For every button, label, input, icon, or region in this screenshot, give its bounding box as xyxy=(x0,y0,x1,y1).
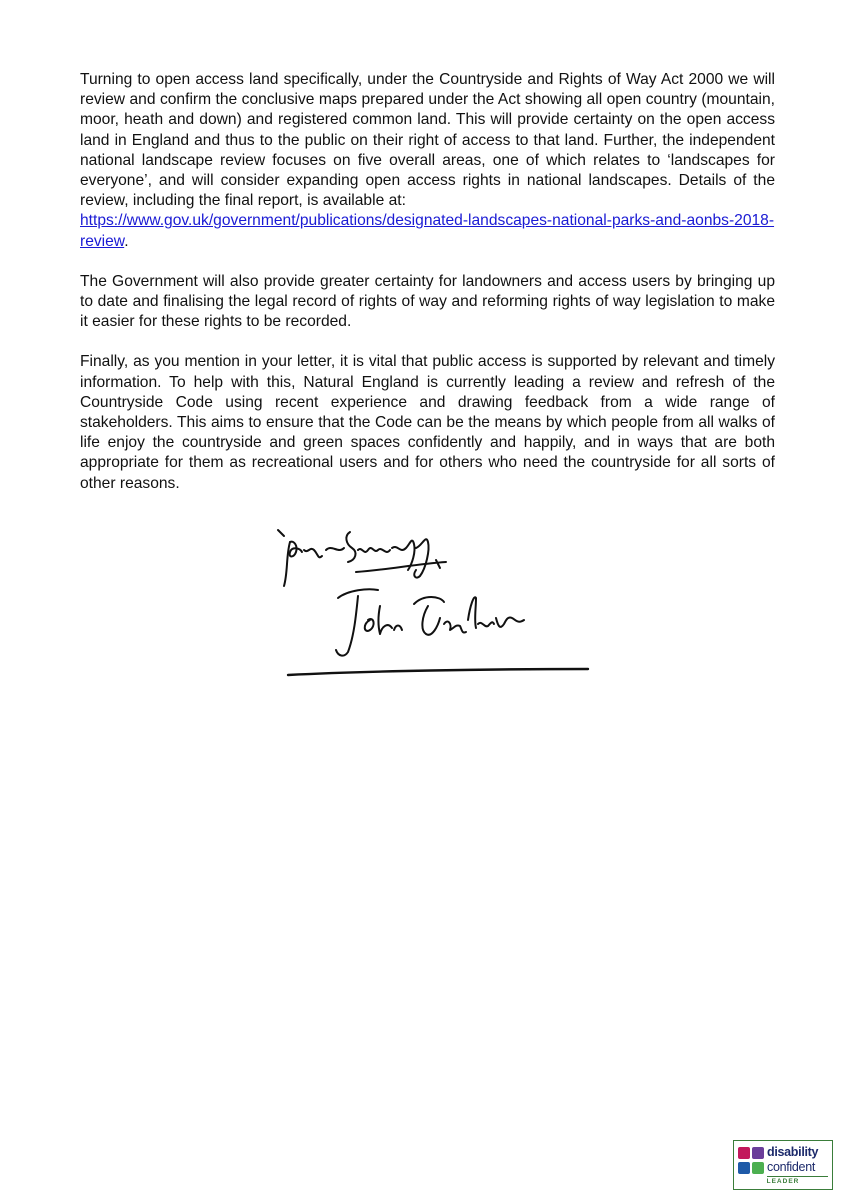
handwritten-signature xyxy=(268,520,598,690)
letter-body xyxy=(80,70,775,514)
chat-icon xyxy=(752,1147,764,1159)
lock-icon xyxy=(738,1162,750,1174)
badge-title: disability xyxy=(767,1145,819,1159)
wheelchair-icon xyxy=(752,1162,764,1174)
paragraph-countryside-code: Finally, as you mention in your letter, it is vital that public access is supported by relevant and timely information. To help with this, Natural England is currently leading a review and refresh of the Countryside Code using recent experience and drawing feedback from a wide range of stakeholders. This aims to ensure that the Code can be the means by which people from all walks of life enjoy the countryside and green spaces confidently and happily, and in ways that are both appropriate for them as recreational users and for others who need the countryside for all sorts of other reasons. xyxy=(80,353,775,492)
badge-subtitle: confident xyxy=(767,1160,816,1174)
badge-icon-grid xyxy=(738,1147,766,1181)
badge-level: LEADER xyxy=(766,1178,800,1185)
paragraph-open-access-text: Turning to open access land specifically, under the Countryside and Rights of Way Act 2000 we will review and confirm the conclusive maps prepared under the Act showing all open country (mountain, moor, heath and down) and registered common land. This will provide certainty on the open access land in England and thus to the public on their right of access to that land. Further, the independent national landscape review focuses on five overall areas, one of which relates to ‘landscapes for everyone’, and will consider expanding open access rights in national landscapes. Details of the review, including the final report, is available at: xyxy=(80,71,775,210)
paragraph-rights-of-way: The Government will also provide greater certainty for landowners and access users by bringing up to date and finalising the legal record of rights of way and reforming rights of way legislation to make it easier for these rights to be recorded. xyxy=(80,272,775,331)
link-suffix: . xyxy=(124,232,129,250)
badge-divider xyxy=(767,1176,828,1177)
disability-confident-badge xyxy=(733,1140,833,1190)
person-icon xyxy=(738,1147,750,1159)
review-link[interactable]: https://www.gov.uk/government/publications/designated-landscapes-national-parks-and-aonbs-2018-review xyxy=(80,212,775,250)
paragraph-open-access xyxy=(80,70,775,252)
